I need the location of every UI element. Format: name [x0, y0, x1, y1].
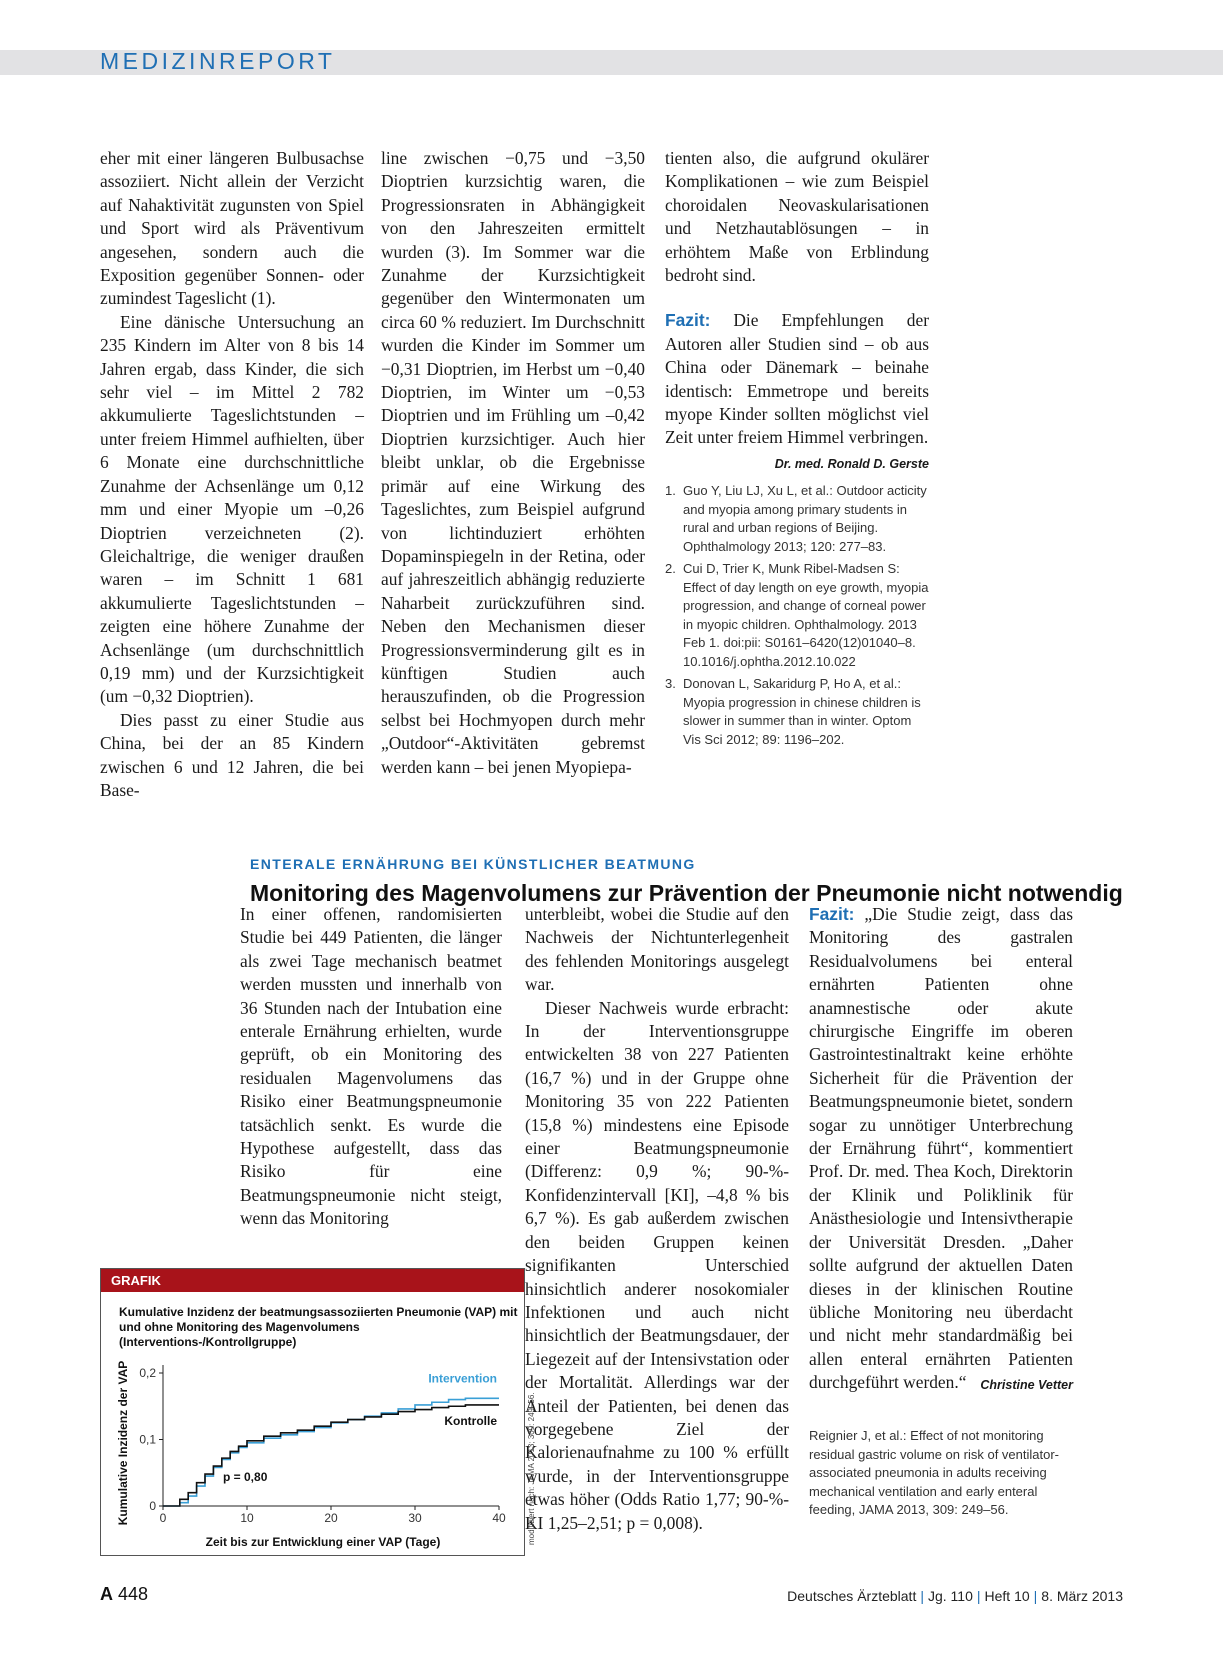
- fazit-text: Die Empfehlungen der Autoren aller Studien sind – ob aus China oder Dänemark – beinahe identisch: Emmetrope und bereits myope Kinder sollten möglichst viel Zeit unter freiem Himmel verbringen.: [665, 310, 929, 448]
- references: [665, 482, 929, 753]
- fazit-label: Fazit:: [665, 310, 711, 331]
- reference-text: Cui D, Trier K, Munk Ribel-Madsen S: Effect of day length on eye growth, myopia progression, and change of corneal power in myopic children. Ophthalmology. 2013 Feb 1. doi:pii: S0161–6420(12)01040–8. 10.1016/j.ophtha.2012.10.022: [683, 561, 929, 669]
- page-number: [100, 1584, 148, 1605]
- article2-column-3: [809, 903, 1073, 1398]
- journal-name: Deutsches Ärzteblatt: [787, 1588, 917, 1604]
- x-axis-label: Zeit bis zur Entwicklung einer VAP (Tage): [205, 1535, 441, 1549]
- reference-text: Donovan L, Sakaridurg P, Ho A, et al.: Myopia progression in chinese children is slower in summer than in winter. Optom Vis Sci 2012; 89: 1196–202.: [683, 676, 921, 747]
- article1-column-1: [100, 147, 364, 802]
- paragraph: In einer offenen, randomisierten Studie bei 449 Patienten, die länger als zwei Tage mechanisch beatmet werden mussten und innerhalb von 36 Stunden nach der Intubation eine enterale Ernährung erhielten, wurde geprüft, ob ein Monitoring des residualen Magenvolumens das Risiko einer Beatmungspneumonie tatsächlich senkt. Es wurde die Hypothese aufgestellt, dass das Risiko für eine Beatmungspneumonie nicht steigt, wenn das Monitoring: [240, 904, 502, 1229]
- reference-item: [665, 675, 929, 749]
- grafik-box: [100, 1268, 525, 1556]
- vap-chart: [101, 1353, 524, 1553]
- reference-item: [665, 482, 929, 556]
- y-tick-label: 0: [149, 1499, 156, 1513]
- journal-issue: Heft 10: [984, 1588, 1030, 1604]
- page-prefix: A: [100, 1584, 113, 1604]
- fazit-text: „Die Studie zeigt, dass das Monitoring des gastralen Residualvolumens bei enteral ernährten Patienten ohne anamnestische oder akute chirurgische Eingriffe im oberen Gastrointestinaltrakt keine erhöhte Sicherheit für die Prävention der Beatmungspneumonie bietet, sondern sogar zu unnötiger Unterbrechung der Ernährung führt“, kommentiert Prof. Dr. med. Thea Koch, Direktorin der Klinik und Poliklinik für Anästhesiologie und Intensivtherapie der Universität Dresden. „Daher sollte aufgrund der aktuellen Daten dieses in der klinischen Routine übliche Monitoring neu überdacht und nicht mehr standardmäßig bei allen enteral ernährten Patienten durchgeführt werden.“: [809, 904, 1073, 1393]
- paragraph: Dies passt zu einer Studie aus China, bei der an 85 Kindern zwischen 6 und 12 Jahren, die bei Base-: [100, 709, 364, 800]
- article2-kicker: ENTERALE ERNÄHRUNG BEI KÜNSTLICHER BEATMUNG: [250, 856, 696, 872]
- chart-title: Kumulative Inzidenz der beatmungsassoziierten Pneumonie (VAP) mit und ohne Monitoring des Magenvolumens (Interventions-/Kontrollgruppe): [119, 1305, 518, 1349]
- author-signature: Christine Vetter: [980, 1378, 1073, 1393]
- page-number-value: 448: [118, 1584, 149, 1604]
- y-tick-label: 0,1: [139, 1432, 156, 1447]
- y-tick-label: 0,2: [139, 1366, 156, 1380]
- grafik-label: GRAFIK: [101, 1269, 524, 1292]
- paragraph: line zwischen −0,75 und −3,50 Dioptrien kurzsichtig waren, die Progressionsraten in Abhängigkeit von den Jahreszeiten ermittelt wurden (3). Im Sommer war die Zunahme der Kurzsichtigkeit gegenüber den Wintermonaten um circa 60 % reduziert. Im Durchschnitt wurden die Kinder im Sommer um −0,31 Dioptrien, im Herbst um −0,40 Dioptrien, im Winter um −0,53 Dioptrien und im Frühling um –0,42 Dioptrien kurzsichtiger. Auch hier bleibt unklar, ob die Ergebnisse primär auf eine Wirkung des Tageslichtes, zum Beispiel aufgrund von lichtinduziert erhöhten Dopaminspiegeln in der Retina, oder auf jahreszeitlich abhängig reduzierte Naharbeit zurückzuführen sind. Neben den Mechanismen dieser Progressionsverminderung gilt es in künftigen Studien auch herauszufinden, ob die Progression selbst bei Hochmyopen durch mehr „Outdoor“-Aktivitäten gebremst werden kann – bei jenen Myopiepa-: [381, 148, 645, 777]
- reference-number: 3.: [665, 676, 676, 691]
- paragraph: Dieser Nachweis wurde erbracht: In der Interventionsgruppe entwickelten 38 von 227 Patienten (16,7 %) und in der Gruppe ohne Monitoring 35 von 222 Patienten (15,8 %) mindestens eine Episode einer Beatmungspneumonie (Differenz: 0,9 %; 90-%-Konfidenzintervall [KI], –4,8 % bis 6,7 %). Es gab außerdem zwischen den beiden Gruppen keinen signifikanten Unterschied hinsichtlich anderer nosokomialer Infektionen und auch nicht hinsichtlich der Beatmungsdauer, der Liegezeit auf der Intensivstation oder der Mortalität. Allerdings war der Anteil der Patienten, bei denen das vorgegebene Ziel der Kalorienaufnahme zu 100 % erfüllt wurde, in der Interventionsgruppe etwas höher (Odds Ratio 1,77; 90-%-KI 1,25–2,51; p = 0,008).: [525, 997, 789, 1533]
- paragraph: tienten also, die aufgrund okulärer Komplikationen – wie zum Beispiel choroidalen Neovaskularisationen und Netzhautablösungen – in erhöhtem Maße von Erblindung bedroht sind.: [665, 148, 929, 286]
- x-tick-label: 0: [159, 1511, 167, 1525]
- p-value-annotation: p = 0,80: [223, 1470, 268, 1484]
- reference-number: 2.: [665, 561, 676, 576]
- fazit-label: Fazit:: [809, 904, 855, 924]
- paragraph: unterbleibt, wobei die Studie auf den Nachweis der Nichtunterlegenheit des fehlenden Monitorings ausgelegt war.: [525, 904, 789, 995]
- x-tick-label: 30: [408, 1511, 422, 1525]
- article2-column-1: [240, 903, 502, 1231]
- article1-column-2: [381, 147, 645, 779]
- article2-column-2: [525, 903, 789, 1535]
- paragraph: eher mit einer längeren Bulbusachse assoziiert. Nicht allein der Verzicht auf Nahaktivität zugunsten von Spiel und Sport wird als Präventivum angesehen, sondern auch die Exposition gegenüber Sonnen- oder zumindest Tageslicht (1).: [100, 148, 364, 309]
- paragraph: Eine dänische Untersuchung an 235 Kindern im Alter von 8 bis 14 Jahren ergab, dass Kinder, die sich sehr viel – im Mittel 2 782 akkumulierte Tageslichtstunden – unter freiem Himmel aufhielten, über 6 Monate eine durchschnittliche Zunahme der Achsenlänge um 0,12 mm und einer Myopie um –0,26 Dioptrien verzeichneten (2). Gleichaltrige, die weniger draußen waren – im Schnitt 1 681 akkumulierte Tageslichtstunden – zeigten eine höhere Zunahme der Achsenlänge (um durchschnittlich 0,19 mm) und der Kurzsichtigkeit (um −0,32 Dioptrien).: [100, 311, 364, 707]
- article1-column-3: [665, 147, 929, 476]
- series-label-intervention: Intervention: [428, 1371, 497, 1386]
- article2-headline: Monitoring des Magenvolumens zur Prävention der Pneumonie nicht notwendig: [250, 880, 1123, 906]
- grafik-credit: modifiziert nach: JAMA 2013; 309: 249–56.: [527, 1392, 536, 1545]
- x-tick-label: 40: [492, 1511, 506, 1525]
- fazit-paragraph: [809, 903, 1073, 1395]
- author-signature: Dr. med. Ronald D. Gerste: [774, 456, 929, 471]
- series-label-kontrolle: Kontrolle: [444, 1413, 497, 1428]
- reference-item: [665, 560, 929, 671]
- fazit-paragraph: [665, 309, 929, 471]
- x-tick-label: 10: [240, 1511, 254, 1525]
- x-tick-label: 20: [324, 1511, 338, 1525]
- section-title: MEDIZINREPORT: [100, 48, 336, 74]
- article2-source: Reignier J, et al.: Effect of not monitoring residual gastric volume on risk of ventilator-associated pneumonia in adults receiving mechanical ventilation and early enteral feeding, JAMA 2013, 309: 249–56.: [809, 1428, 1059, 1517]
- reference-number: 1.: [665, 483, 676, 498]
- reference-text: Guo Y, Liu LJ, Xu L, et al.: Outdoor acticity and myopia among primary students in rural and urban regions of Beijing. Ophthalmology 2013; 120: 277–83.: [683, 483, 927, 554]
- journal-volume: Jg. 110: [927, 1588, 973, 1604]
- journal-date: 8. März 2013: [1041, 1588, 1123, 1604]
- journal-footer: Deutsches Ärzteblatt | Jg. 110 | Heft 10 | 8. März 2013: [787, 1588, 1123, 1604]
- y-axis-label: Kumulative Inzidenz der VAP: [116, 1360, 130, 1526]
